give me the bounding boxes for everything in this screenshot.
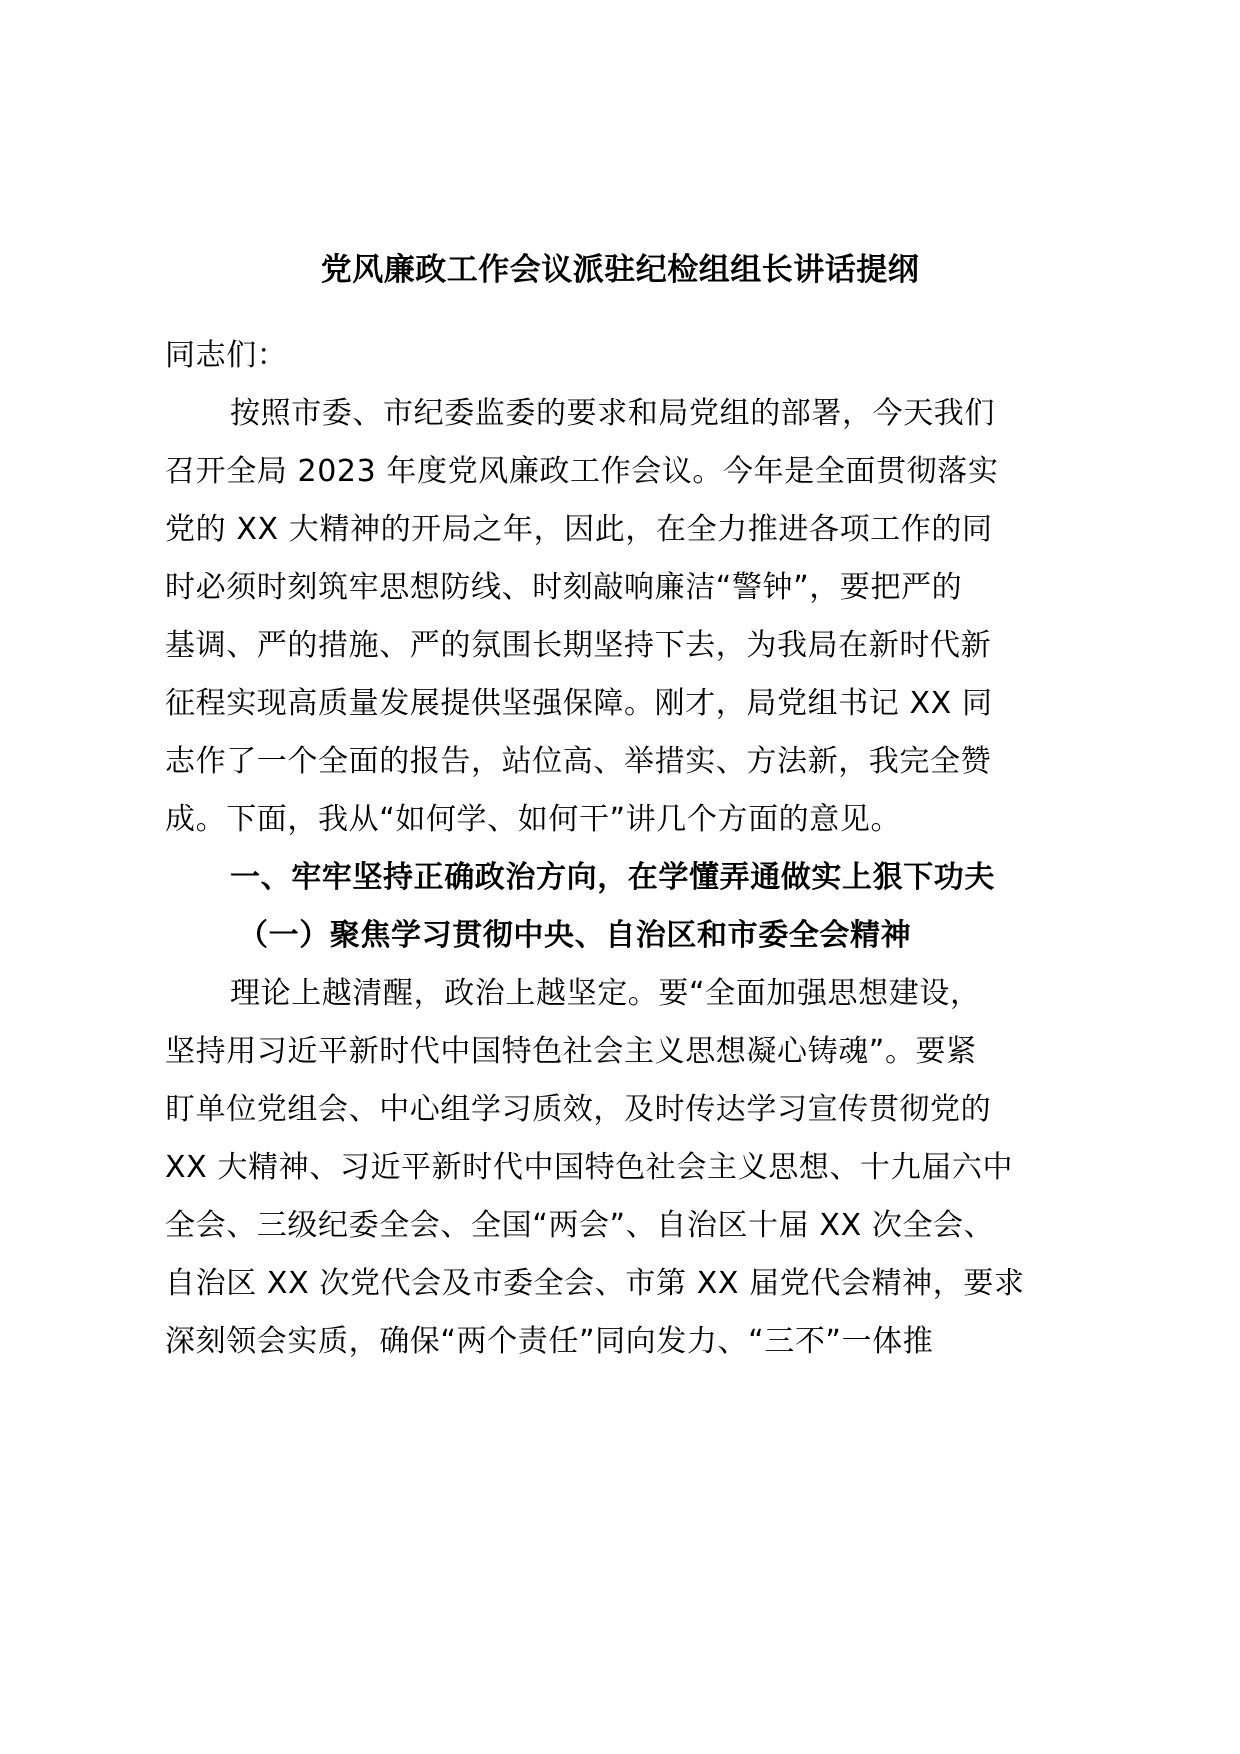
paragraph-line: XX 大精神、习近平新时代中国特色社会主义思想、十九届六中 [165, 1150, 1014, 1185]
paragraph-line: 党的 XX 大精神的开局之年，因此，在全力推进各项工作的同 [165, 512, 993, 547]
paragraph-line: 时必须时刻筑牢思想防线、时刻敲响廉洁“警钟”，要把严的 [165, 570, 963, 605]
paragraph-line: 坚持用习近平新时代中国特色社会主义思想凝心铸魂”。要紧 [165, 1034, 977, 1069]
section-heading-1: 一、牢牢坚持正确政治方向，在学懂弄通做实上狠下功夫 [230, 860, 995, 895]
paragraph-line: 基调、严的措施、严的氛围长期坚持下去，为我局在新时代新 [165, 628, 992, 663]
paragraph-line: 召开全局 2023 年度党风廉政工作会议。今年是全面贯彻落实 [165, 454, 999, 489]
paragraph-line: 理论上越清醒，政治上越坚定。要“全面加强思想建设， [230, 976, 981, 1011]
paragraph-line: 志作了一个全面的报告，站位高、举措实、方法新，我完全赞 [165, 744, 992, 779]
paragraph-line: 盯单位党组会、中心组学习质效，及时传达学习宣传贯彻党的 [165, 1092, 992, 1127]
paragraph-line: 自治区 XX 次党代会及市委全会、市第 XX 届党代会精神，要求 [165, 1266, 1025, 1301]
subsection-heading-1: （一）聚焦学习贯彻中央、自治区和市委全会精神 [238, 918, 912, 953]
document-title: 党风廉政工作会议派驻纪检组组长讲话提纲 [320, 252, 920, 288]
paragraph-line: 深刻领会实质，确保“两个责任”同向发力、“三不”一体推 [165, 1324, 934, 1359]
paragraph-line: 按照市委、市纪委监委的要求和局党组的部署，今天我们 [230, 396, 995, 431]
salutation: 同志们： [165, 338, 288, 373]
paragraph-line: 征程实现高质量发展提供坚强保障。刚才，局党组书记 XX 同 [165, 686, 993, 721]
paragraph-line: 全会、三级纪委全会、全国“两会”、自治区十届 XX 次全会、 [165, 1208, 995, 1243]
paragraph-line: 成。下面，我从“如何学、如何干”讲几个方面的意见。 [165, 802, 902, 837]
